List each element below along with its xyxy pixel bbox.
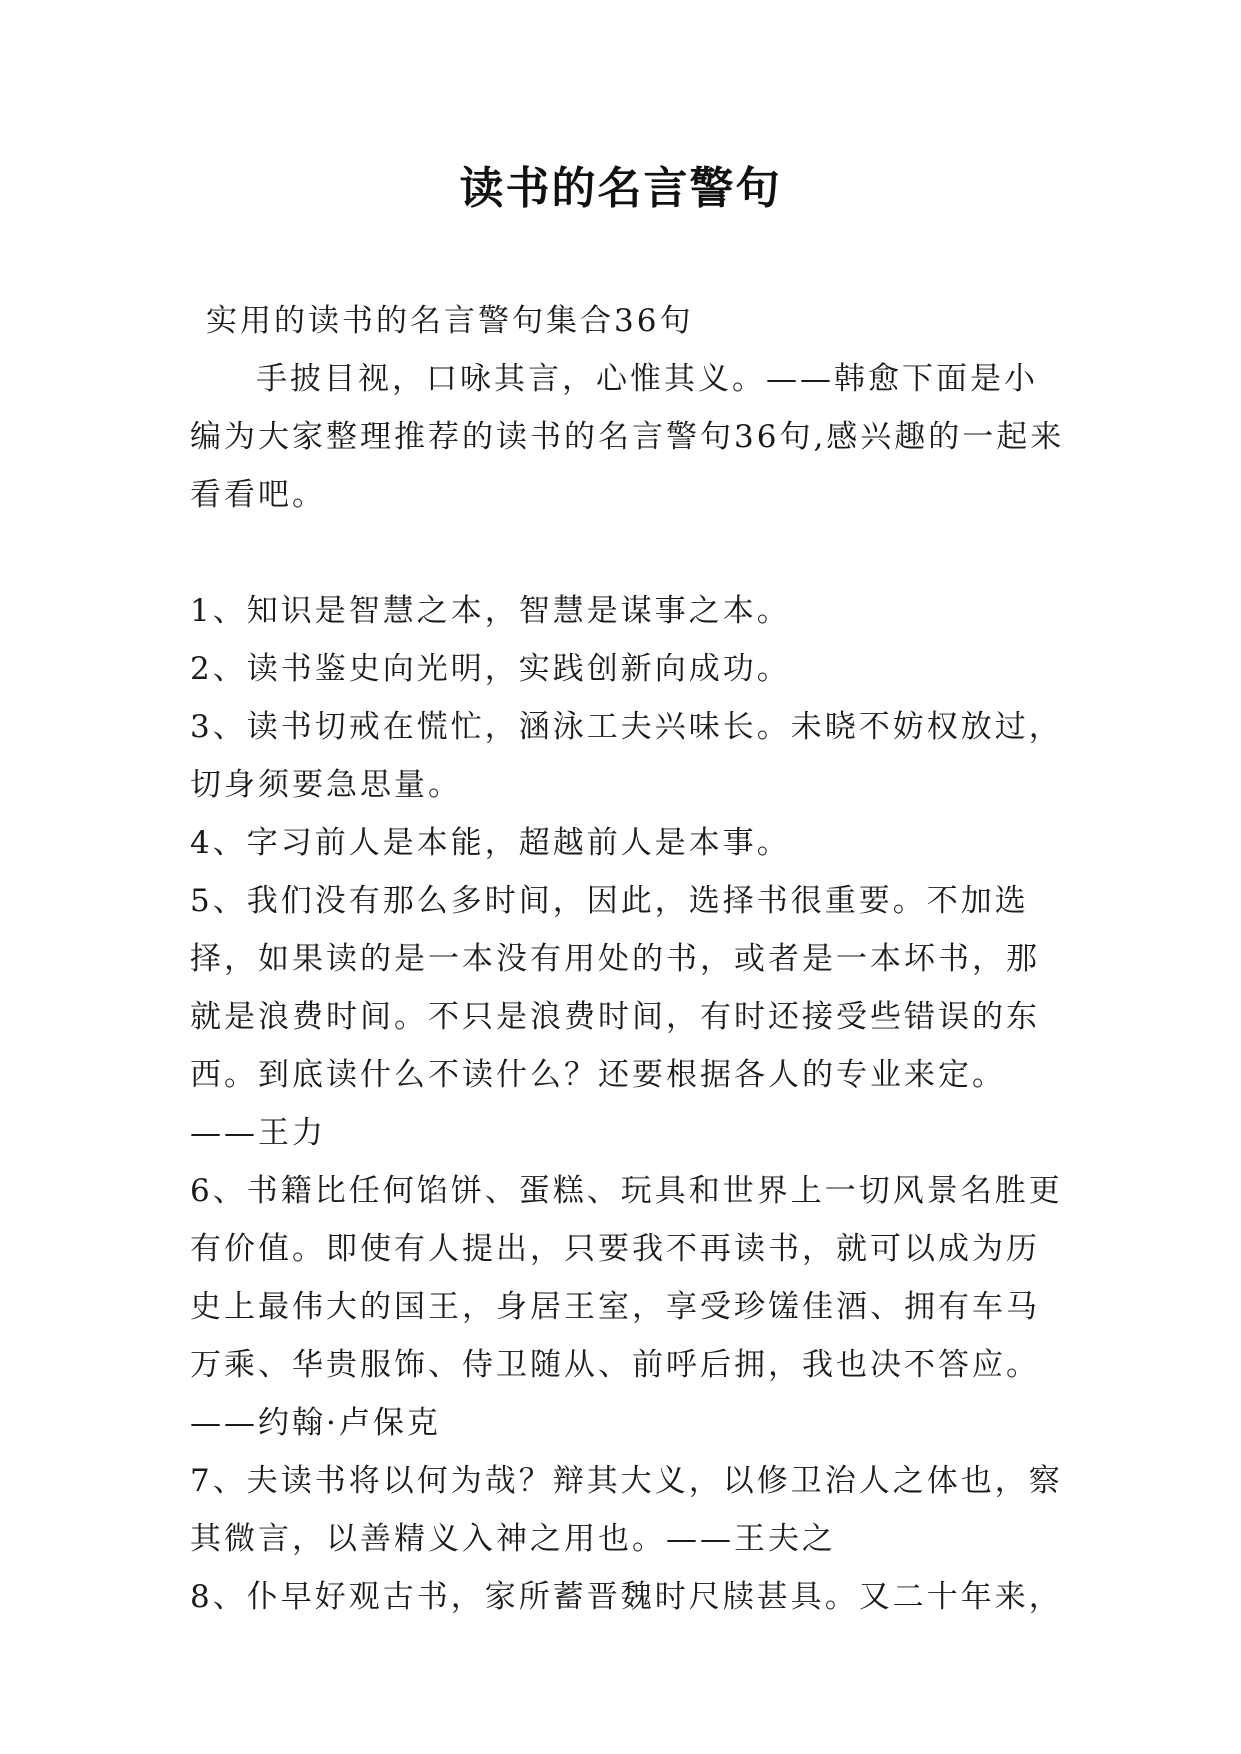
paragraph-spacer: [190, 524, 1070, 582]
quote-item: 6、书籍比任何馅饼、蛋糕、玩具和世界上一切风景名胜更有价值。即使有人提出，只要我不再读书，就可以成为历史上最伟大的国王，身居王室，享受珍馐佳酒、拥有车马万乘、华贵服饰、侍卫随从、前呼后拥，我也决不答应。——约翰·卢保克: [190, 1173, 1063, 1441]
quote-item: 7、夫读书将以何为哉？辩其大义，以修卫治人之体也，察其微言，以善精义入神之用也。——王夫之: [190, 1463, 1063, 1557]
quote-item: 1、知识是智慧之本，智慧是谋事之本。: [190, 593, 791, 629]
intro-paragraph: 手披目视，口咏其言，心惟其义。——韩愈下面是小编为大家整理推荐的读书的名言警句36句,感兴趣的一起来看看吧。: [190, 361, 1065, 513]
subtitle: 实用的读书的名言警句集合36句: [206, 303, 694, 339]
quote-item: 3、读书切戒在慌忙，涵泳工夫兴味长。未晓不妨权放过，切身须要急思量。: [190, 709, 1063, 803]
quote-item: 4、字习前人是本能，超越前人是本事。: [190, 825, 791, 861]
quote-item: 5、我们没有那么多时间，因此，选择书很重要。不加选择，如果读的是一本没有用处的书，或者是一本坏书，那就是浪费时间。不只是浪费时间，有时还接受些错误的东西。到底读什么不读什么？还要根据各人的专业来定。——王力: [190, 883, 1040, 1151]
quote-item: 2、读书鉴史向光明，实践创新向成功。: [190, 651, 791, 687]
quote-item: 8、仆早好观古书，家所蓄晋魏时尺牍甚具。又二十年来，: [190, 1579, 1063, 1615]
page-title: 读书的名言警句: [459, 163, 782, 214]
document-body: [190, 292, 1070, 1626]
